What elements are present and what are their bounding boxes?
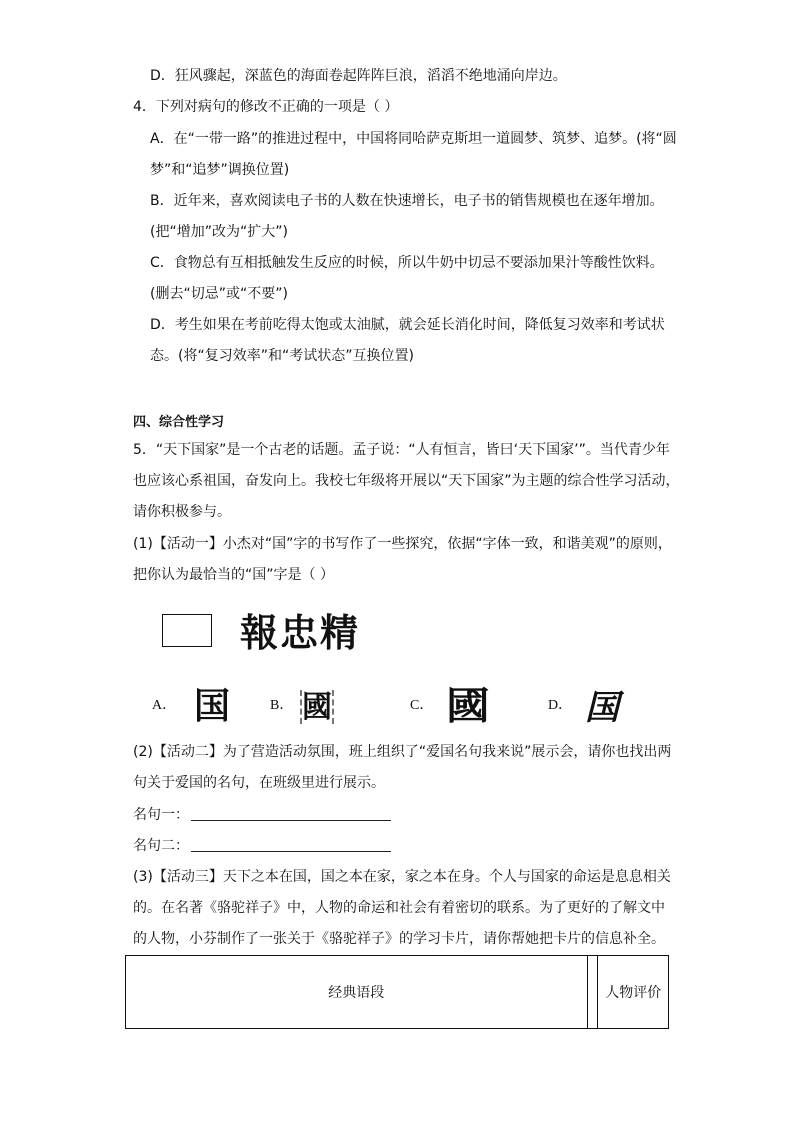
quote-1-row [133,805,391,825]
q5-sub3-line3: 的人物，小芬制作了一张关于《骆驼祥子》的学习卡片，请你帮她把卡片的信息补全。 [133,931,665,947]
col-classic-passage: 经典语段 [126,956,588,1029]
quote-1-label: 名句一： [133,807,189,823]
sample-calligraphy: 報忠精 [240,610,361,655]
q4-option-d-line1: D．考生如果在考前吃得太饱或太油腻，就会延长消化时间，降低复习效率和考试状 [150,317,665,333]
q5-sub3-line1: (3)【活动三】天下之本在国，国之本在家，家之本在身。个人与国家的命运是息息相关 [133,869,671,885]
glyph-option-b-label: B． [270,698,294,713]
glyph-option-b: 國 [302,690,332,725]
q4-option-a-line2: 梦”和“追梦”调换位置) [150,162,290,178]
q5-sub1-line1: (1)【活动一】小杰对“国”字的书写作了一些探究，依据“字体一致，和谐美观”的原则， [133,536,672,552]
study-card-header-row [126,956,669,1029]
col-hidden [587,956,598,1029]
glyph-option-d-label: D． [548,698,573,713]
col-character-evaluation: 人物评价 [598,956,669,1029]
glyph-option-a: 国 [194,685,231,727]
glyph-option-a-label: A． [152,698,177,713]
q5-line3: 请你积极参与。 [133,504,231,520]
quote-2-blank[interactable] [191,837,391,852]
q4-option-a-line1: A．在“一带一路”的推进过程中，中国将同哈萨克斯坦一道圆梦、筑梦、追梦。(将“圆 [150,131,677,147]
quote-2-label: 名句二： [133,838,189,854]
study-card-table [125,955,669,1029]
section-title: 四、综合性学习 [133,415,225,430]
q3-option-d: D．狂风骤起，深蓝色的海面卷起阵阵巨浪，滔滔不绝地涌向岸边。 [150,68,567,84]
glyph-option-d: 国 [585,688,619,728]
q4-stem: 4．下列对病句的修改不正确的一项是（ ） [133,99,399,115]
blank-character-box [162,614,212,647]
q5-sub3-line2: 的。在名著《骆驼祥子》中，人物的命运和社会有着密切的联系。为了更好的了解文中 [133,900,665,916]
q5-sub2-line2: 句关于爱国的名句，在班级里进行展示。 [133,775,385,791]
quote-2-row [133,836,391,856]
q4-option-d-line2: 态。(将“复习效率”和“考试状态”互换位置) [150,348,414,364]
q5-sub1-line2: 把你认为最恰当的“国”字是（ ） [133,567,334,583]
q5-sub2-line1: (2)【活动二】为了营造活动氛围，班上组织了“爱国名句我来说”展示会，请你也找出两 [133,744,672,760]
q4-option-c-line1: C．食物总有互相抵触发生反应的时候，所以牛奶中切忌不要添加果汁等酸性饮料。 [150,255,664,271]
q5-line1: 5．“天下国家”是一个古老的话题。孟子说：“人有恒言，皆曰‘天下国家’”。当代青少年 [133,442,670,458]
glyph-option-c: 國 [446,683,490,728]
q4-option-c-line2: (删去“切忌”或“不要”) [150,286,288,302]
q5-line2: 也应该心系祖国，奋发向上。我校七年级将开展以“天下国家”为主题的综合性学习活动， [133,473,680,489]
q4-option-b-line2: (把“增加”改为“扩大”) [150,224,288,240]
q4-option-b-line1: B．近年来，喜欢阅读电子书的人数在快速增长，电子书的销售规模也在逐年增加。 [150,193,664,209]
glyph-option-c-label: C． [410,698,434,713]
quote-1-blank[interactable] [191,806,391,821]
